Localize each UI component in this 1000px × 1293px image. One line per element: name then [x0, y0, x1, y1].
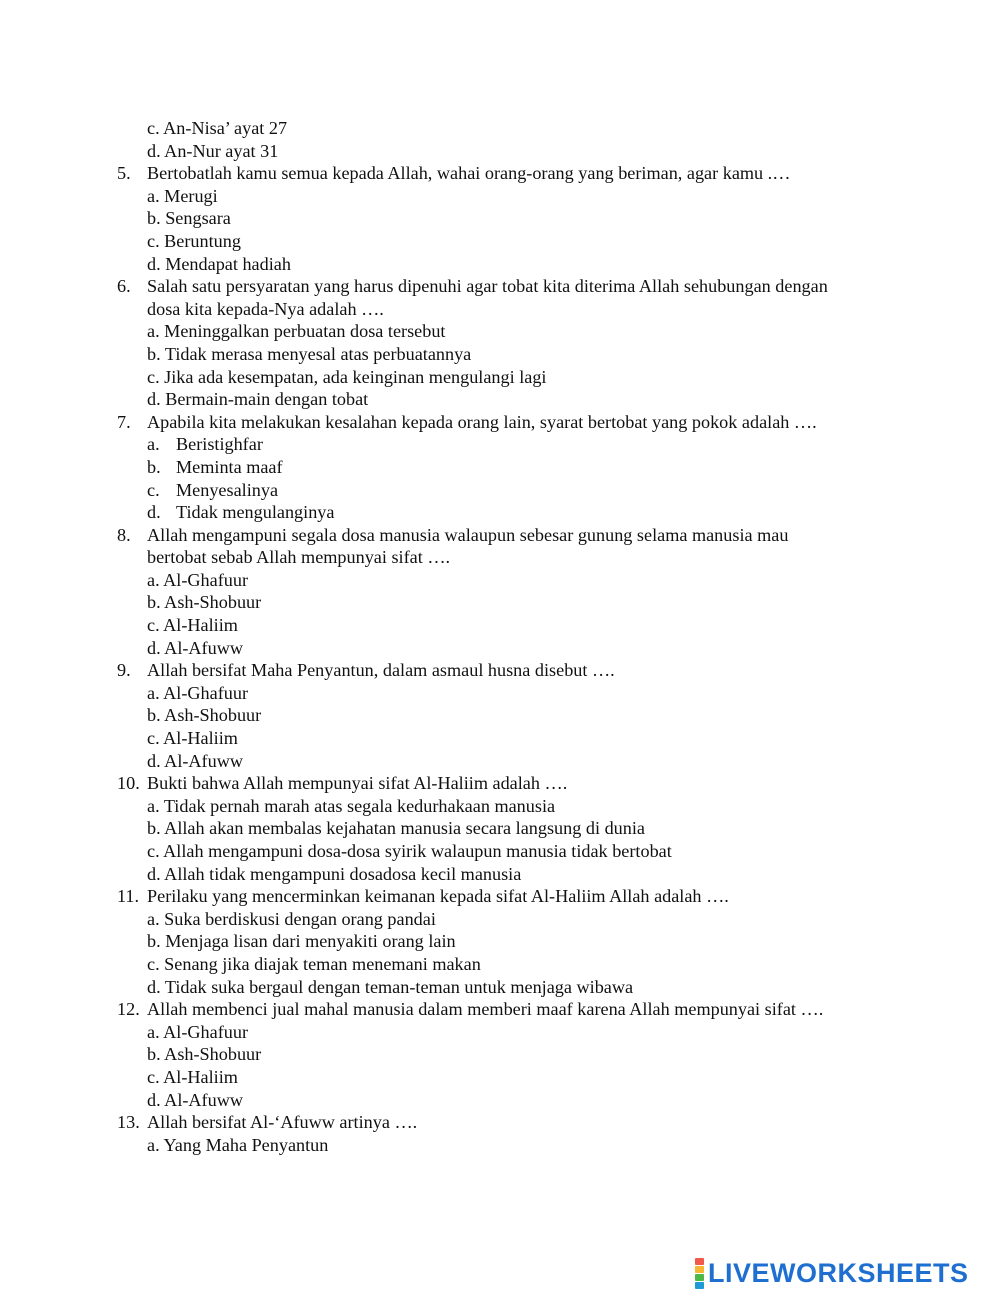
option-text: d. Allah tidak mengampuni dosadosa kecil manusia — [147, 863, 522, 884]
answer-option — [0, 343, 1000, 366]
option-text: d. Al-Afuww — [147, 750, 243, 771]
question-text: Allah bersifat Maha Penyantun, dalam asmaul husna disebut …. — [147, 660, 615, 681]
answer-option — [0, 1089, 1000, 1112]
option-text: c. Al-Haliim — [147, 1066, 238, 1087]
question-text: Apabila kita melakukan kesalahan kepada orang lain, syarat bertobat yang pokok adalah …. — [147, 411, 817, 432]
option-text: b. Ash-Shobuur — [147, 1044, 262, 1065]
question-number: 7. — [117, 411, 131, 432]
question-line — [0, 885, 1000, 908]
answer-option — [0, 908, 1000, 931]
answer-option — [0, 1021, 1000, 1044]
option-text: a. Merugi — [147, 185, 218, 206]
question-number: 10. — [117, 773, 140, 794]
answer-option — [0, 320, 1000, 343]
question-text: Bukti bahwa Allah mempunyai sifat Al-Haliim adalah …. — [147, 773, 568, 794]
answer-option — [0, 253, 1000, 276]
option-text: Menyesalinya — [176, 479, 279, 500]
answer-option — [0, 704, 1000, 727]
question-text: Allah mengampuni segala dosa manusia walaupun sebesar gunung selama manusia mau — [147, 524, 789, 545]
logo-mark-cell — [695, 1258, 704, 1265]
option-text: a. Al-Ghafuur — [147, 1021, 249, 1042]
option-text: d. An-Nur ayat 31 — [147, 140, 279, 161]
answer-option — [0, 953, 1000, 976]
option-text: Beristighfar — [176, 434, 263, 455]
question-line — [0, 659, 1000, 682]
question-line — [0, 1111, 1000, 1134]
option-text: b. Sengsara — [147, 208, 231, 229]
question-text: Allah bersifat Al-‘Afuww artinya …. — [147, 1112, 418, 1133]
option-letter: b. — [147, 456, 161, 477]
logo-mark-cell — [695, 1266, 704, 1273]
option-text: b. Ash-Shobuur — [147, 705, 262, 726]
question-line — [0, 524, 1000, 547]
option-text: d. Bermain-main dengan tobat — [147, 389, 369, 410]
question-text: Salah satu persyaratan yang harus dipenuhi agar tobat kita diterima Allah sehubungan dengan — [147, 276, 828, 297]
option-text: c. Senang jika diajak teman menemani makan — [147, 953, 481, 974]
question-number: 5. — [117, 163, 131, 184]
question-line — [0, 411, 1000, 434]
option-text: d. Mendapat hadiah — [147, 253, 291, 274]
option-text: a. Yang Maha Penyantun — [147, 1134, 329, 1155]
option-text: a. Suka berdiskusi dengan orang pandai — [147, 908, 436, 929]
option-text: d. Al-Afuww — [147, 637, 243, 658]
answer-option — [0, 976, 1000, 999]
answer-option — [0, 795, 1000, 818]
liveworksheets-logo-text: LIVEWORKSHEETS — [708, 1258, 969, 1288]
logo-mark-cell — [695, 1274, 704, 1281]
answer-option — [0, 479, 1000, 502]
answer-option — [0, 456, 1000, 479]
answer-option — [0, 591, 1000, 614]
option-text: Tidak mengulanginya — [176, 502, 335, 523]
question-line — [0, 772, 1000, 795]
answer-option — [0, 863, 1000, 886]
option-text: b. Ash-Shobuur — [147, 592, 262, 613]
option-text: b. Menjaga lisan dari menyakiti orang lain — [147, 931, 456, 952]
answer-option — [0, 750, 1000, 773]
liveworksheets-logo-icon — [695, 1258, 704, 1289]
option-letter: c. — [147, 479, 160, 500]
answer-option — [0, 185, 1000, 208]
question-number: 6. — [117, 276, 131, 297]
answer-option — [0, 501, 1000, 524]
option-text: c. An-Nisa’ ayat 27 — [147, 118, 288, 138]
answer-option — [0, 727, 1000, 750]
answer-option — [0, 207, 1000, 230]
answer-option — [0, 230, 1000, 253]
answer-option — [0, 682, 1000, 705]
answer-option — [0, 817, 1000, 840]
answer-option — [0, 614, 1000, 637]
logo-mark-cell — [695, 1282, 704, 1289]
answer-option — [0, 1043, 1000, 1066]
answer-option — [0, 840, 1000, 863]
question-number: 13. — [117, 1112, 140, 1133]
option-text: d. Tidak suka bergaul dengan teman-teman untuk menjaga wibawa — [147, 976, 634, 997]
option-text: c. Al-Haliim — [147, 728, 238, 749]
answer-option — [0, 433, 1000, 456]
question-number: 8. — [117, 524, 131, 545]
question-line — [0, 162, 1000, 185]
option-text: a. Meninggalkan perbuatan dosa tersebut — [147, 321, 446, 342]
answer-option — [0, 1134, 1000, 1157]
question-number: 11. — [117, 886, 140, 907]
question-text: dosa kita kepada-Nya adalah …. — [147, 298, 384, 319]
liveworksheets-logo[interactable] — [695, 1253, 969, 1293]
answer-option — [0, 637, 1000, 660]
answer-option — [0, 930, 1000, 953]
option-text: c. Jika ada kesempatan, ada keinginan mengulangi lagi — [147, 366, 547, 387]
option-text: b. Allah akan membalas kejahatan manusia secara langsung di dunia — [147, 818, 645, 839]
option-text: b. Tidak merasa menyesal atas perbuatannya — [147, 343, 472, 364]
question-text: Allah membenci jual mahal manusia dalam memberi maaf karena Allah mempunyai sifat …. — [147, 999, 824, 1020]
question-continuation-line — [0, 546, 1000, 569]
question-line — [0, 275, 1000, 298]
option-text: a. Al-Ghafuur — [147, 682, 249, 703]
question-text: bertobat sebab Allah mempunyai sifat …. — [147, 547, 451, 568]
answer-option — [0, 117, 1000, 140]
answer-option — [0, 1066, 1000, 1089]
answer-option — [0, 388, 1000, 411]
option-text: a. Al-Ghafuur — [147, 569, 249, 590]
question-number: 12. — [117, 999, 140, 1020]
answer-option — [0, 366, 1000, 389]
question-text: Perilaku yang mencerminkan keimanan kepada sifat Al-Haliim Allah adalah …. — [147, 886, 729, 907]
answer-option — [0, 140, 1000, 163]
answer-option — [0, 569, 1000, 592]
option-text: c. Al-Haliim — [147, 615, 238, 636]
question-continuation-line — [0, 298, 1000, 321]
option-letter: d. — [147, 502, 161, 523]
question-list — [0, 117, 1000, 1156]
question-text: Bertobatlah kamu semua kepada Allah, wahai orang-orang yang beriman, agar kamu .… — [147, 163, 791, 184]
option-text: d. Al-Afuww — [147, 1089, 243, 1110]
question-line — [0, 998, 1000, 1021]
question-number: 9. — [117, 660, 131, 681]
option-text: c. Beruntung — [147, 230, 241, 251]
option-text: a. Tidak pernah marah atas segala kedurhakaan manusia — [147, 795, 556, 816]
option-letter: a. — [147, 434, 160, 455]
option-text: c. Allah mengampuni dosa-dosa syirik walaupun manusia tidak bertobat — [147, 841, 672, 861]
option-text: Meminta maaf — [176, 456, 283, 477]
